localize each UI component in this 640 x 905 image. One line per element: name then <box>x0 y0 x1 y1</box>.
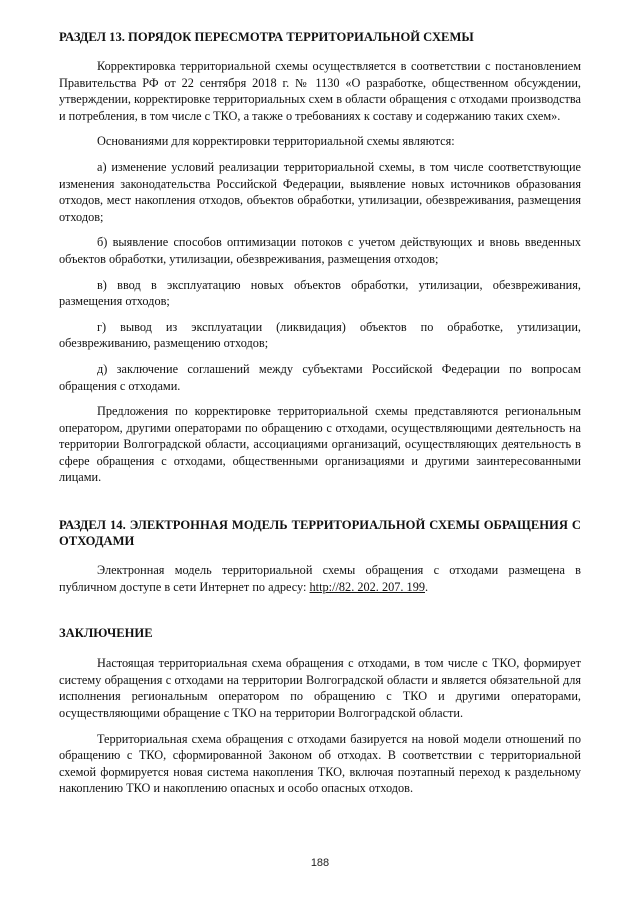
conclusion-heading: ЗАКЛЮЧЕНИЕ <box>59 626 153 641</box>
section-13-paragraph-1: Корректировка территориальной схемы осуществляется в соответствии с постановлением Правительства РФ от 22 сентября 2018 г. № 1130 «О разработке, общественном обсуждении, утверждении, корректировке территориальных схем в области обращения с отходами производства и потребления, в том числе с ТКО, а также о требованиях к составу и содержанию таких схем». <box>59 59 581 123</box>
spacer <box>59 352 581 361</box>
section-14-paragraph-end: . <box>425 579 429 594</box>
section-14-paragraph <box>59 562 581 595</box>
spacer <box>59 394 581 403</box>
electronic-model-link[interactable]: http://82. 202. 207. 199 <box>309 579 425 594</box>
spacer <box>59 641 581 655</box>
conclusion-paragraph-1: Настоящая территориальная схема обращения с отходами, в том числе с ТКО, формирует систему обращения с отходами на территории Волгоградской области и является обязательной для исполнения региональным оператором по обращению с ТКО и другими операторами, осуществляющими обращение с ТКО на территории Волгоградской области. <box>59 656 581 721</box>
spacer <box>59 549 581 562</box>
page-content <box>59 29 581 797</box>
spacer <box>59 150 581 159</box>
spacer <box>59 722 581 731</box>
section-14-heading: РАЗДЕЛ 14. ЭЛЕКТРОННАЯ МОДЕЛЬ ТЕРРИТОРИАЛЬНОЙ СХЕМЫ ОБРАЩЕНИЯ С ОТХОДАМИ <box>59 518 581 549</box>
section-14-paragraph-text: Электронная модель территориальной схемы обращения с отходами размещена в публичном доступе в сети Интернет по адресу: <box>59 563 581 594</box>
section-13-item-a: а) изменение условий реализации территориальной схемы, в том числе соответствующие изменения законодательства Российской Федерации, выявление новых источников образования отходов, мест накопления отходов, объектов обработки, утилизации, обезвреживания, размещения отходов; <box>59 159 581 224</box>
section-13-item-v: в) ввод в эксплуатацию новых объектов обработки, утилизации, обезвреживания, размещения отходов; <box>59 277 581 309</box>
section-13-paragraph-2: Основаниями для корректировки территориальной схемы являются: <box>97 134 455 149</box>
spacer <box>59 45 581 58</box>
conclusion-paragraph-2: Территориальная схема обращения с отходами базируется на новой модели отношений по обращению с ТКО, сформированной Законом об отходах. В соответствии с территориальной схемой формируется новая система накопления ТКО, включая поэтапный переход к раздельному накоплению ТКО и накоплению опасных и особо опасных отходов. <box>59 731 581 796</box>
section-13-heading: РАЗДЕЛ 13. ПОРЯДОК ПЕРЕСМОТРА ТЕРРИТОРИАЛЬНОЙ СХЕМЫ <box>59 30 474 44</box>
spacer <box>59 124 581 133</box>
page-number: 188 <box>310 857 330 869</box>
spacer <box>59 225 581 234</box>
section-13-item-b: б) выявление способов оптимизации потоков с учетом действующих и вновь введенных объектов обработки, утилизации, обезвреживания, размещения отходов; <box>59 235 581 266</box>
section-13-paragraph-proposals: Предложения по корректировке территориальной схемы представляются региональным оператором, другими операторами по обращению с отходами, осуществляющими деятельность на территории Волгоградской области, ассоциациями организаций, осуществляющих деятельность в сфере обращения с отходами, общественными организациями и другими заинтересованными лицами. <box>59 404 581 485</box>
section-13-item-d: д) заключение соглашений между субъектами Российской Федерации по вопросам обращения с отходами. <box>59 361 581 393</box>
spacer <box>59 595 581 625</box>
spacer <box>59 268 581 277</box>
spacer <box>59 486 581 517</box>
spacer <box>59 310 581 319</box>
section-13-item-g: г) вывод из эксплуатации (ликвидация) объектов по обработке, утилизации, обезвреживанию, размещению отходов; <box>59 319 581 351</box>
